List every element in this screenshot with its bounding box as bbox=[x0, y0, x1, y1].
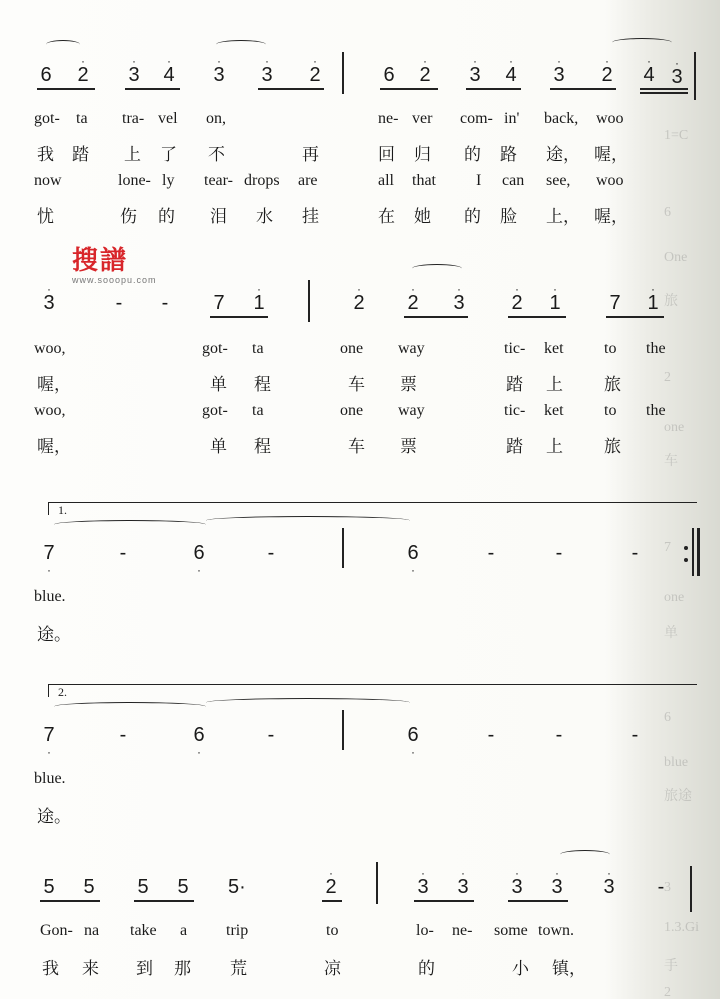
tie bbox=[46, 40, 80, 49]
note: 3 · bbox=[671, 56, 683, 88]
tie bbox=[54, 702, 206, 711]
note: 7 · bbox=[43, 542, 55, 577]
bleed-text: 1.3.Gi bbox=[664, 920, 699, 935]
note: 1 · bbox=[549, 282, 561, 314]
bleed-text: 6 bbox=[664, 710, 671, 725]
note: - bbox=[657, 876, 665, 898]
site-logo bbox=[72, 240, 157, 285]
logo-url: www.sooopu.com bbox=[72, 275, 157, 285]
note: - bbox=[119, 542, 127, 564]
lyric-en: vel bbox=[158, 110, 178, 127]
bleed-text: 旅 bbox=[664, 294, 678, 309]
beam bbox=[640, 92, 688, 94]
barline bbox=[690, 866, 692, 912]
repeat-barline bbox=[692, 528, 694, 576]
beam bbox=[134, 900, 194, 902]
lyric-en: tra- bbox=[122, 110, 145, 127]
barline bbox=[308, 280, 310, 322]
lyric-en: Gon- bbox=[40, 922, 73, 939]
lyric-cn: 喔， bbox=[37, 437, 71, 457]
lyric-cn: 程 bbox=[254, 437, 271, 457]
lyric-cn: 上 bbox=[124, 145, 141, 165]
lyric-cn: 回 bbox=[378, 145, 395, 165]
lyric-cn: 上， bbox=[546, 207, 580, 227]
note: - bbox=[487, 724, 495, 746]
lyric-en: com- bbox=[460, 110, 493, 127]
note: 3 · bbox=[417, 866, 429, 898]
beam bbox=[40, 900, 100, 902]
lyric-cn: 车 bbox=[348, 437, 365, 457]
lyric-en: town. bbox=[538, 922, 574, 939]
lyric-en: way bbox=[398, 402, 425, 419]
lyric-cn: 在 bbox=[378, 207, 395, 227]
note: 2 · bbox=[353, 282, 365, 314]
lyric-en: take bbox=[130, 922, 157, 939]
lyric-en: ly bbox=[162, 172, 175, 189]
lyric-cn: 票 bbox=[400, 437, 417, 457]
lyric-cn: 程 bbox=[254, 375, 271, 395]
lyric-cn: 途， bbox=[546, 145, 580, 165]
note: 6 bbox=[383, 64, 395, 86]
note: 4 · bbox=[643, 54, 655, 86]
lyric-cn: 归 bbox=[414, 145, 431, 165]
lyric-en: lo- bbox=[416, 922, 434, 939]
lyric-en: all bbox=[378, 172, 394, 189]
note: 3 · bbox=[457, 866, 469, 898]
logo-text bbox=[72, 240, 157, 277]
note: - bbox=[267, 724, 275, 746]
lyric-en: blue. bbox=[34, 588, 66, 605]
lyric-cn: 上 bbox=[546, 437, 563, 457]
lyric-cn: 来 bbox=[82, 959, 99, 979]
lyric-en: tic- bbox=[504, 402, 526, 419]
lyric-cn: 我 bbox=[42, 959, 59, 979]
lyric-en: way bbox=[398, 340, 425, 357]
note: 3 · bbox=[261, 54, 273, 86]
lyric-cn: 那 bbox=[174, 959, 191, 979]
lyric-en: ta bbox=[252, 402, 264, 419]
note: 2 · bbox=[325, 866, 337, 898]
note: - bbox=[631, 724, 639, 746]
note: 4 · bbox=[163, 54, 175, 86]
tie bbox=[206, 516, 410, 525]
bleed-text: One bbox=[664, 250, 688, 265]
lyric-en: I bbox=[476, 172, 482, 189]
tie bbox=[54, 520, 206, 529]
note: - bbox=[119, 724, 127, 746]
lyric-en: can bbox=[502, 172, 525, 189]
repeat-dot bbox=[684, 558, 688, 562]
note: 3 · bbox=[553, 54, 565, 86]
lyric-en: one bbox=[340, 402, 364, 419]
note: 6 bbox=[40, 64, 52, 86]
lyric-en: one bbox=[340, 340, 364, 357]
beam bbox=[414, 900, 474, 902]
lyric-cn: 水 bbox=[256, 207, 273, 227]
lyric-cn: 途。 bbox=[37, 807, 71, 827]
note: 6 · bbox=[193, 724, 205, 759]
note: 2 · bbox=[77, 54, 89, 86]
note: 1 · bbox=[253, 282, 265, 314]
beam bbox=[550, 88, 616, 90]
note: 2 · bbox=[309, 54, 321, 86]
lyric-cn: 喔， bbox=[594, 145, 628, 165]
note: - bbox=[487, 542, 495, 564]
lyric-cn: 到 bbox=[136, 959, 153, 979]
lyric-en: ket bbox=[544, 340, 564, 357]
tie bbox=[560, 850, 610, 859]
beam bbox=[606, 316, 664, 318]
beam bbox=[404, 316, 468, 318]
bleed-text: 3 bbox=[664, 880, 671, 895]
bleed-text: 7 bbox=[664, 540, 671, 555]
lyric-en: on, bbox=[206, 110, 226, 127]
beam bbox=[508, 900, 568, 902]
lyric-cn: 票 bbox=[400, 375, 417, 395]
note: 4 · bbox=[505, 54, 517, 86]
note: 3 · bbox=[469, 54, 481, 86]
note: 1 · bbox=[647, 282, 659, 314]
lyric-en: some bbox=[494, 922, 528, 939]
lyric-en: now bbox=[34, 172, 62, 189]
note: 2 · bbox=[407, 282, 419, 314]
lyric-en: got- bbox=[202, 340, 228, 357]
note: 5 bbox=[43, 876, 55, 898]
lyric-cn: 的 bbox=[158, 207, 175, 227]
note: 3 · bbox=[603, 866, 615, 898]
note: - bbox=[267, 542, 275, 564]
lyric-cn: 了 bbox=[160, 145, 177, 165]
lyric-en: to bbox=[604, 340, 617, 357]
note: 5 bbox=[177, 876, 189, 898]
lyric-en: ne- bbox=[452, 922, 473, 939]
lyric-en: ta bbox=[252, 340, 264, 357]
lyric-en: got- bbox=[202, 402, 228, 419]
lyric-en: back, bbox=[544, 110, 579, 127]
lyric-en: ta bbox=[76, 110, 88, 127]
beam bbox=[640, 88, 688, 90]
lyric-cn: 车 bbox=[348, 375, 365, 395]
beam bbox=[37, 88, 95, 90]
lyric-cn: 凉 bbox=[324, 959, 341, 979]
beam bbox=[210, 316, 268, 318]
lyric-cn: 喔， bbox=[594, 207, 628, 227]
beam bbox=[258, 88, 324, 90]
note: 5 bbox=[137, 876, 149, 898]
lyric-cn: 踏 bbox=[506, 437, 523, 457]
barline bbox=[694, 52, 696, 100]
lyric-en: that bbox=[412, 172, 436, 189]
bleed-text: one bbox=[664, 420, 685, 435]
lyric-en: ne- bbox=[378, 110, 399, 127]
note: 3 · bbox=[511, 866, 523, 898]
bleed-text: 2 bbox=[664, 985, 671, 999]
note: 7 bbox=[213, 292, 225, 314]
lyric-en: got- bbox=[34, 110, 60, 127]
note: 6 · bbox=[407, 542, 419, 577]
note: 7 · bbox=[43, 724, 55, 759]
repeat-barline-thick bbox=[697, 528, 700, 576]
lyric-cn: 她 bbox=[414, 207, 431, 227]
lyric-cn: 镇， bbox=[552, 959, 586, 979]
lyric-en: tic- bbox=[504, 340, 526, 357]
beam bbox=[322, 900, 342, 902]
lyric-cn: 挂 bbox=[302, 207, 319, 227]
lyric-cn: 路 bbox=[500, 145, 517, 165]
note: - bbox=[631, 542, 639, 564]
note: - bbox=[115, 292, 123, 314]
lyric-en: ver bbox=[412, 110, 433, 127]
bleed-text: 6 bbox=[664, 205, 671, 220]
lyric-en: woo, bbox=[34, 340, 66, 357]
lyric-cn: 伤 bbox=[120, 207, 137, 227]
lyric-en: a bbox=[180, 922, 188, 939]
bleed-text: one bbox=[664, 590, 685, 605]
lyric-en: trip bbox=[226, 922, 249, 939]
lyric-en: the bbox=[646, 402, 666, 419]
lyric-cn: 我 bbox=[37, 145, 54, 165]
lyric-cn: 踏 bbox=[506, 375, 523, 395]
barline bbox=[342, 52, 344, 94]
lyric-cn: 不 bbox=[208, 145, 225, 165]
note: 6 · bbox=[407, 724, 419, 759]
lyric-cn: 的 bbox=[464, 145, 481, 165]
lyric-cn: 旅 bbox=[604, 375, 621, 395]
lyric-en: lone- bbox=[118, 172, 151, 189]
bleed-text: 手 bbox=[664, 959, 678, 974]
lyric-en: blue. bbox=[34, 770, 66, 787]
note: - bbox=[555, 542, 563, 564]
bleed-text: 旅途 bbox=[664, 789, 692, 804]
lyric-en: are bbox=[298, 172, 318, 189]
tie bbox=[216, 40, 266, 49]
lyric-cn: 上 bbox=[546, 375, 563, 395]
barline bbox=[376, 862, 378, 904]
lyric-cn: 单 bbox=[210, 437, 227, 457]
repeat-dot bbox=[684, 546, 688, 550]
tie bbox=[612, 38, 672, 47]
bleed-text: 1=C bbox=[664, 128, 689, 143]
note: 2 · bbox=[419, 54, 431, 86]
lyric-cn: 泪 bbox=[210, 207, 227, 227]
note: 5 bbox=[83, 876, 95, 898]
lyric-cn: 单 bbox=[210, 375, 227, 395]
logo-name: 搜譜 bbox=[72, 246, 129, 276]
lyric-en: woo bbox=[596, 172, 624, 189]
bleed-text: blue bbox=[664, 755, 689, 770]
lyric-en: in' bbox=[504, 110, 520, 127]
lyric-cn: 的 bbox=[418, 959, 435, 979]
note: 3 · bbox=[213, 54, 225, 86]
beam bbox=[508, 316, 566, 318]
barline bbox=[342, 710, 344, 750]
note: 2 · bbox=[601, 54, 613, 86]
lyric-cn: 的 bbox=[464, 207, 481, 227]
lyric-en: drops bbox=[244, 172, 280, 189]
bleed-text: 2 bbox=[664, 370, 671, 385]
note: - bbox=[555, 724, 563, 746]
lyric-cn: 荒 bbox=[230, 959, 247, 979]
beam bbox=[466, 88, 521, 90]
note: 3 · bbox=[43, 282, 55, 314]
first-ending-bracket bbox=[48, 502, 697, 515]
tie bbox=[412, 264, 462, 273]
beam bbox=[380, 88, 438, 90]
lyric-cn: 再 bbox=[302, 145, 319, 165]
lyric-cn: 忧 bbox=[37, 207, 54, 227]
note: 3 · bbox=[453, 282, 465, 314]
lyric-en: woo bbox=[596, 110, 624, 127]
note: 2 · bbox=[511, 282, 523, 314]
lyric-en: the bbox=[646, 340, 666, 357]
tie bbox=[206, 698, 410, 707]
beam bbox=[125, 88, 180, 90]
volta-number: 1. bbox=[58, 503, 67, 517]
lyric-en: tear- bbox=[204, 172, 233, 189]
note: 3 · bbox=[128, 54, 140, 86]
bleed-text: 车 bbox=[664, 454, 678, 469]
lyric-en: to bbox=[604, 402, 617, 419]
volta-number: 2. bbox=[58, 685, 67, 699]
lyric-en: woo, bbox=[34, 402, 66, 419]
note: 6 · bbox=[193, 542, 205, 577]
lyric-cn: 脸 bbox=[500, 207, 517, 227]
lyric-cn: 踏 bbox=[72, 145, 89, 165]
note: - bbox=[161, 292, 169, 314]
lyric-cn: 旅 bbox=[604, 437, 621, 457]
bleed-text: 单 bbox=[664, 626, 678, 641]
note: 5· bbox=[228, 876, 246, 898]
note: 3 · bbox=[551, 866, 563, 898]
lyric-en: to bbox=[326, 922, 339, 939]
barline bbox=[342, 528, 344, 568]
lyric-cn: 小 bbox=[512, 959, 529, 979]
second-ending-bracket bbox=[48, 684, 697, 697]
lyric-cn: 喔， bbox=[37, 375, 71, 395]
lyric-cn: 途。 bbox=[37, 625, 71, 645]
lyric-en: see, bbox=[546, 172, 571, 189]
note: 7 bbox=[609, 292, 621, 314]
lyric-en: na bbox=[84, 922, 100, 939]
lyric-en: ket bbox=[544, 402, 564, 419]
